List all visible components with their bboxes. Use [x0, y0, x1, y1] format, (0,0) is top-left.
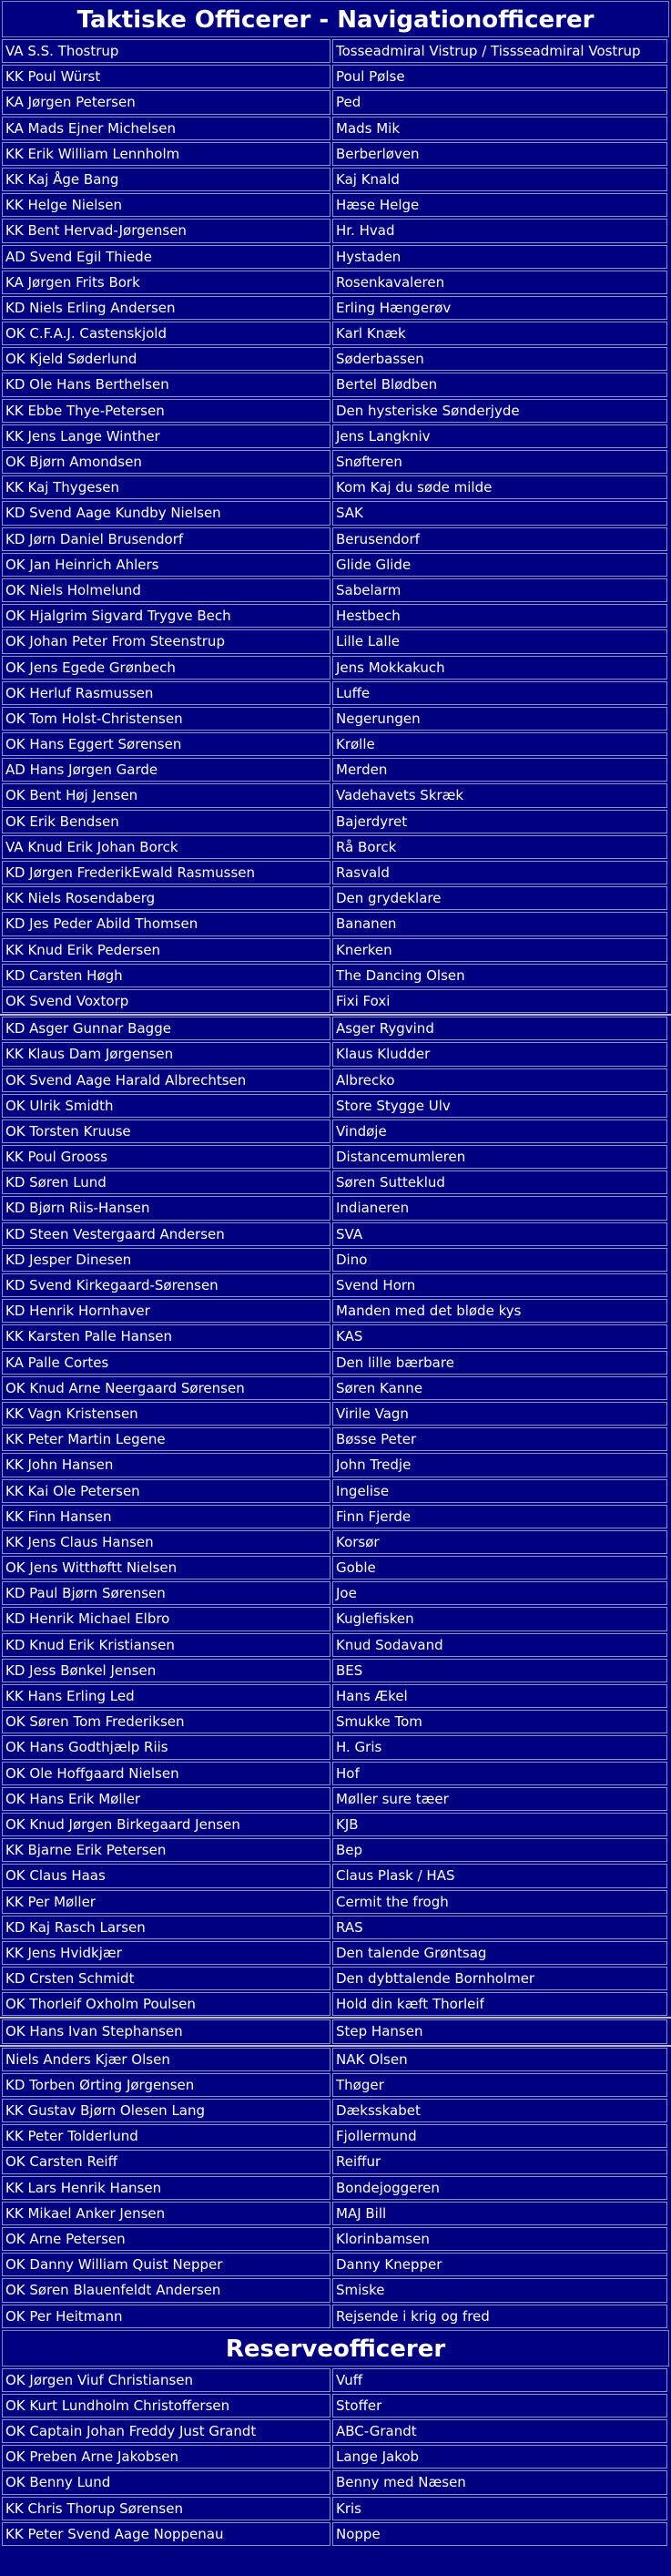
officer-nickname: Bep — [332, 1838, 667, 1862]
table-row — [0, 2123, 671, 2149]
officer-name: KD Knud Erik Kristiansen — [2, 1633, 330, 1657]
officer-nickname: Søderbassen — [332, 347, 667, 371]
table-row — [0, 629, 671, 654]
table-row — [0, 424, 671, 449]
officer-nickname: Svend Horn — [332, 1273, 667, 1297]
officer-nickname: Jens Langkniv — [332, 424, 667, 448]
officer-nickname: Berusendorf — [332, 527, 667, 551]
officer-nickname: Knerken — [332, 938, 667, 962]
officer-name: KD Bjørn Riis-Hansen — [2, 1196, 330, 1220]
officer-name: KD Jørgen FrederikEwald Rasmussen — [2, 861, 330, 884]
officer-nickname: Bøsse Peter — [332, 1427, 667, 1451]
table-row — [0, 2175, 671, 2201]
officer-name: KD Asger Gunnar Bagge — [2, 1017, 330, 1040]
officer-name: OK Hans Godthjælp Riis — [2, 1735, 330, 1759]
officer-name: KD Svend Aage Kundby Nielsen — [2, 501, 330, 525]
officer-name: OK Jan Heinrich Ahlers — [2, 553, 330, 577]
officer-nickname: Kris — [332, 2497, 667, 2520]
reserve-table — [0, 2367, 671, 2547]
table-row — [0, 603, 671, 629]
officer-nickname: Hæse Helge — [332, 193, 667, 217]
officer-nickname: Fjollermund — [332, 2124, 667, 2148]
officer-name: OK Arne Petersen — [2, 2227, 330, 2251]
officer-nickname: Goble — [332, 1556, 667, 1579]
officer-nickname: Hof — [332, 1762, 667, 1785]
officer-nickname: SAK — [332, 501, 667, 525]
officer-nickname: Den grydeklare — [332, 886, 667, 910]
table-section — [0, 2017, 671, 2044]
officer-nickname: Kom Kaj du søde milde — [332, 475, 667, 499]
table-row — [0, 1734, 671, 1760]
table-row — [0, 2418, 671, 2444]
table-row — [0, 655, 671, 680]
officer-name: KK Lars Henrik Hansen — [2, 2176, 330, 2200]
officer-name: OK Benny Lund — [2, 2470, 330, 2494]
officer-nickname: Vadehavets Skræk — [332, 783, 667, 807]
table-row — [0, 2226, 671, 2252]
officer-nickname: Claus Plask / HAS — [332, 1864, 667, 1887]
table-row — [0, 1555, 671, 1580]
table-row — [0, 64, 671, 89]
table-row — [0, 1940, 671, 1966]
table-row — [0, 2444, 671, 2469]
officer-name: KA Jørgen Petersen — [2, 90, 330, 114]
table-row — [0, 89, 671, 115]
officer-name: OK Preben Arne Jakobsen — [2, 2445, 330, 2469]
officer-name: KK Niels Rosendaberg — [2, 886, 330, 910]
officer-nickname: Lange Jakob — [332, 2445, 667, 2469]
officer-name: KA Jørgen Frits Bork — [2, 271, 330, 294]
officer-name: KK Peter Martin Legene — [2, 1427, 330, 1451]
table-row — [0, 1068, 671, 1093]
table-row — [0, 1298, 671, 1324]
table-row — [0, 782, 671, 808]
officer-nickname: Sabelarm — [332, 578, 667, 602]
officer-nickname: Dæksskabet — [332, 2099, 667, 2122]
table-row — [0, 2252, 671, 2277]
table-row — [0, 1016, 671, 1041]
officer-nickname: John Tredje — [332, 1453, 667, 1477]
officer-nickname: The Dancing Olsen — [332, 964, 667, 987]
officer-nickname: Fixi Foxi — [332, 989, 667, 1013]
officer-name: KA Mads Ejner Michelsen — [2, 117, 330, 140]
officer-nickname: Bananen — [332, 912, 667, 935]
officer-name: OK Jens Egede Grønbech — [2, 656, 330, 680]
officer-nickname: Store Stygge Ulv — [332, 1094, 667, 1118]
officer-nickname: Hystaden — [332, 245, 667, 269]
officer-name: OK Erik Bendsen — [2, 810, 330, 833]
officer-nickname: Reiffur — [332, 2150, 667, 2173]
officer-name: KD Kaj Rasch Larsen — [2, 1916, 330, 1939]
officer-name: KK Kaj Åge Bang — [2, 168, 330, 191]
officer-nickname: Thøger — [332, 2073, 667, 2097]
officer-nickname: Rasvald — [332, 861, 667, 884]
officer-name: KK Jens Lange Winther — [2, 424, 330, 448]
officer-name: KD Søren Lund — [2, 1170, 330, 1194]
officer-name: OK Carsten Reiff — [2, 2150, 330, 2173]
officer-nickname: Smukke Tom — [332, 1710, 667, 1733]
officer-nickname: Bajerdyret — [332, 810, 667, 833]
table-row — [0, 1170, 671, 1195]
table-row — [0, 2019, 671, 2044]
officer-name: KK Mikael Anker Jensen — [2, 2202, 330, 2225]
officer-nickname: KJB — [332, 1813, 667, 1836]
officer-name: KK Poul Würst — [2, 65, 330, 88]
officer-table — [0, 38, 671, 2329]
officer-name: AD Svend Egil Thiede — [2, 245, 330, 269]
officer-nickname: Søren Sutteklud — [332, 1170, 667, 1194]
officer-nickname: Den dybttalende Bornholmer — [332, 1967, 667, 1990]
table-row — [0, 1222, 671, 1247]
officer-name: KK Bent Hervad-Jørgensen — [2, 219, 330, 242]
officer-nickname: ABC-Grandt — [332, 2419, 667, 2443]
officer-nickname: Den hysteriske Sønderjyde — [332, 399, 667, 423]
table-row — [0, 526, 671, 552]
officer-nickname: Danny Knepper — [332, 2253, 667, 2276]
officer-nickname: Joe — [332, 1581, 667, 1605]
officer-name: VA S.S. Thostrup — [2, 39, 330, 63]
table-row — [0, 834, 671, 860]
table-row — [0, 578, 671, 603]
table-row — [0, 1606, 671, 1631]
officer-nickname: Mads Mik — [332, 117, 667, 140]
officer-name: KK Kai Ole Petersen — [2, 1479, 330, 1503]
officer-nickname: KAS — [332, 1324, 667, 1348]
officer-name: OK Kurt Lundholm Christoffersen — [2, 2394, 330, 2418]
table-row — [0, 911, 671, 936]
table-row — [0, 1529, 671, 1555]
table-row — [0, 2304, 671, 2329]
officer-name: OK Svend Voxtorp — [2, 989, 330, 1013]
officer-nickname: Stoffer — [332, 2394, 667, 2418]
table-row — [0, 1709, 671, 1734]
officer-name: OK Søren Tom Frederiksen — [2, 1710, 330, 1733]
table-row — [0, 1093, 671, 1119]
officer-name: KK Klaus Dam Jørgensen — [2, 1042, 330, 1066]
officer-name: OK Hjalgrim Sigvard Trygve Bech — [2, 604, 330, 628]
officer-name: OK Herluf Rasmussen — [2, 681, 330, 705]
table-row — [0, 1683, 671, 1709]
table-row — [0, 244, 671, 270]
table-row — [0, 1375, 671, 1401]
officer-name: KK Gustav Bjørn Olesen Lang — [2, 2099, 330, 2122]
officer-nickname: Berberløven — [332, 142, 667, 166]
table-row — [0, 731, 671, 757]
officer-name: KD Carsten Høgh — [2, 964, 330, 987]
table-row — [0, 1658, 671, 1683]
table-row — [0, 1452, 671, 1477]
table-row — [0, 1144, 671, 1170]
officer-nickname: Bertel Blødben — [332, 373, 667, 396]
table-row — [0, 1195, 671, 1221]
officer-name: KK Peter Svend Aage Noppenau — [2, 2522, 330, 2546]
officer-name: KK Peter Tolderlund — [2, 2124, 330, 2148]
table-row — [0, 937, 671, 963]
officer-name: OK Knud Jørgen Birkegaard Jensen — [2, 1813, 330, 1836]
officer-name: OK Thorleif Oxholm Poulsen — [2, 1992, 330, 2016]
table-row — [0, 2367, 671, 2393]
table-section — [0, 1014, 671, 2017]
officer-name: OK Hans Eggert Sørensen — [2, 732, 330, 756]
officer-name: KD Ole Hans Berthelsen — [2, 373, 330, 396]
officer-nickname: Poul Pølse — [332, 65, 667, 88]
officer-name: KD Svend Kirkegaard-Sørensen — [2, 1273, 330, 1297]
officer-nickname: Den talende Grøntsag — [332, 1941, 667, 1965]
officer-name: KK Chris Thorup Sørensen — [2, 2497, 330, 2520]
officer-nickname: Den lille bærbare — [332, 1351, 667, 1375]
officer-name: OK Svend Aage Harald Albrechtsen — [2, 1068, 330, 1092]
table-row — [0, 270, 671, 295]
officer-name: OK Captain Johan Freddy Just Grandt — [2, 2419, 330, 2443]
officer-name: KD Steen Vestergaard Andersen — [2, 1222, 330, 1246]
table-row — [0, 295, 671, 321]
table-row — [0, 38, 671, 64]
officer-name: KD Henrik Hornhaver — [2, 1299, 330, 1323]
table-row — [0, 885, 671, 911]
officer-nickname: SVA — [332, 1222, 667, 1246]
table-row — [0, 2469, 671, 2495]
officer-name: OK C.F.A.J. Castenskjold — [2, 322, 330, 345]
table-row — [0, 372, 671, 397]
table-row — [0, 1761, 671, 1786]
officer-nickname: Distancemumleren — [332, 1145, 667, 1169]
table-row — [0, 1863, 671, 1888]
table-section — [0, 38, 671, 1014]
officer-name: OK Jens Witthøftt Nielsen — [2, 1556, 330, 1579]
officer-name: KD Torben Ørting Jørgensen — [2, 2073, 330, 2097]
officer-name: KK Knud Erik Pedersen — [2, 938, 330, 962]
table-row — [0, 2496, 671, 2521]
officer-nickname: Jens Mokkakuch — [332, 656, 667, 680]
table-row — [0, 757, 671, 782]
table-row — [0, 141, 671, 167]
table-row — [0, 1119, 671, 1144]
officer-name: OK Hans Erik Møller — [2, 1787, 330, 1811]
officer-nickname: Glide Glide — [332, 553, 667, 577]
table-row — [0, 1889, 671, 1915]
officer-nickname: Søren Kanne — [332, 1376, 667, 1400]
table-row — [0, 2521, 671, 2547]
officer-name: OK Per Heitmann — [2, 2305, 330, 2328]
reserve-title: Reserveofficerer — [2, 2330, 669, 2366]
table-row — [0, 1324, 671, 1349]
table-row — [0, 1580, 671, 1606]
table-row — [0, 1837, 671, 1863]
table-row — [0, 1632, 671, 1658]
table-row — [0, 321, 671, 346]
table-row — [0, 449, 671, 475]
officer-name: KK Bjarne Erik Petersen — [2, 1838, 330, 1862]
officer-nickname: Rosenkavaleren — [332, 271, 667, 294]
officer-nickname: Noppe — [332, 2522, 667, 2546]
officer-name: KK Jens Claus Hansen — [2, 1530, 330, 1554]
officer-nickname: Ingelise — [332, 1479, 667, 1503]
officer-name: KK John Hansen — [2, 1453, 330, 1477]
officer-name: KK Poul Grooss — [2, 1145, 330, 1169]
officer-nickname: Finn Fjerde — [332, 1505, 667, 1528]
officer-nickname: Cermit the frogh — [332, 1890, 667, 1914]
officer-nickname: Hans Ækel — [332, 1684, 667, 1708]
table-row — [0, 2072, 671, 2098]
officer-name: OK Ulrik Smidth — [2, 1094, 330, 1118]
officer-nickname: Manden med det bløde kys — [332, 1299, 667, 1323]
table-row — [0, 1966, 671, 1991]
officer-nickname: Karl Knæk — [332, 322, 667, 345]
officer-nickname: Krølle — [332, 732, 667, 756]
officer-nickname: Møller sure tæer — [332, 1787, 667, 1811]
officer-nickname: Merden — [332, 758, 667, 782]
officer-nickname: H. Gris — [332, 1735, 667, 1759]
table-row — [0, 1350, 671, 1375]
table-row — [0, 1041, 671, 1067]
table-row — [0, 2098, 671, 2123]
table-row — [0, 398, 671, 424]
officer-nickname: Hr. Hvad — [332, 219, 667, 242]
table-row — [0, 167, 671, 192]
officer-name: KK Finn Hansen — [2, 1505, 330, 1528]
officer-nickname: Lille Lalle — [332, 629, 667, 653]
table-row — [0, 116, 671, 141]
officer-name: Niels Anders Kjær Olsen — [2, 2048, 330, 2071]
officer-name: KK Vagn Kristensen — [2, 1402, 330, 1426]
table-row — [0, 1504, 671, 1529]
table-row — [0, 1786, 671, 1812]
table-row — [0, 218, 671, 243]
officer-nickname: Rå Borck — [332, 835, 667, 859]
table-row — [0, 2277, 671, 2303]
officer-nickname: NAK Olsen — [332, 2048, 667, 2071]
officer-name: VA Knud Erik Johan Borck — [2, 835, 330, 859]
officer-nickname: Luffe — [332, 681, 667, 705]
officer-name: KK Jens Hvidkjær — [2, 1941, 330, 1965]
officer-nickname: Rejsende i krig og fred — [332, 2305, 667, 2328]
officer-nickname: Hestbech — [332, 604, 667, 628]
officer-nickname: Vuff — [332, 2368, 667, 2392]
officer-name: KD Jes Peder Abild Thomsen — [2, 912, 330, 935]
officer-nickname: Negerungen — [332, 707, 667, 731]
officer-nickname: Benny med Næsen — [332, 2470, 667, 2494]
officer-name: OK Kjeld Søderlund — [2, 347, 330, 371]
table-row — [0, 2047, 671, 2072]
officer-name: KK Hans Erling Led — [2, 1684, 330, 1708]
officer-name: KK Karsten Palle Hansen — [2, 1324, 330, 1348]
table-row — [0, 346, 671, 372]
officer-name: OK Claus Haas — [2, 1864, 330, 1887]
officer-nickname: Step Hansen — [332, 2019, 667, 2043]
officer-nickname: Korsør — [332, 1530, 667, 1554]
officer-name: KD Crsten Schmidt — [2, 1967, 330, 1990]
officer-nickname: Kuglefisken — [332, 1607, 667, 1630]
officer-name: OK Tom Holst-Christensen — [2, 707, 330, 731]
officer-nickname: Albrecko — [332, 1068, 667, 1092]
table-row — [0, 1478, 671, 1504]
table-row — [0, 1247, 671, 1273]
officer-name: OK Torsten Kruuse — [2, 1119, 330, 1143]
officer-nickname: Smiske — [332, 2278, 667, 2302]
table-section — [0, 2045, 671, 2329]
officer-name: OK Jørgen Viuf Christiansen — [2, 2368, 330, 2392]
officer-name: OK Johan Peter From Steenstrup — [2, 629, 330, 653]
officer-nickname: RAS — [332, 1916, 667, 1939]
officer-nickname: Klaus Kludder — [332, 1042, 667, 1066]
officer-nickname: Knud Sodavand — [332, 1633, 667, 1657]
officer-name: KD Niels Erling Andersen — [2, 296, 330, 320]
officer-name: AD Hans Jørgen Garde — [2, 758, 330, 782]
officer-nickname: Vindøje — [332, 1119, 667, 1143]
table-row — [0, 1812, 671, 1837]
table-row — [0, 2149, 671, 2174]
officer-name: OK Bent Høj Jensen — [2, 783, 330, 807]
officer-name: OK Hans Ivan Stephansen — [2, 2019, 330, 2043]
officer-name: OK Niels Holmelund — [2, 578, 330, 602]
page-title: Taktiske Officerer - Navigationofficerer — [2, 1, 669, 37]
table-row — [0, 1426, 671, 1452]
officer-name: KD Jess Bønkel Jensen — [2, 1659, 330, 1682]
officer-name: OK Bjørn Amondsen — [2, 450, 330, 474]
officer-name: KK Helge Nielsen — [2, 193, 330, 217]
officer-nickname: Kaj Knald — [332, 168, 667, 191]
officer-name: KD Henrik Michael Elbro — [2, 1607, 330, 1630]
officer-name: OK Ole Hoffgaard Nielsen — [2, 1762, 330, 1785]
officer-nickname: Erling Hængerøv — [332, 296, 667, 320]
officer-nickname: Snøfteren — [332, 450, 667, 474]
officer-nickname: Tosseadmiral Vistrup / Tissseadmiral Vostrup — [332, 39, 667, 63]
table-row — [0, 988, 671, 1014]
officer-name: KD Jesper Dinesen — [2, 1248, 330, 1272]
officer-name: KK Ebbe Thye-Petersen — [2, 399, 330, 423]
officer-name: KK Erik William Lennholm — [2, 142, 330, 166]
officer-name: KK Per Møller — [2, 1890, 330, 1914]
officer-name: KD Paul Bjørn Sørensen — [2, 1581, 330, 1605]
officer-nickname: MAJ Bill — [332, 2202, 667, 2225]
table-row — [0, 1915, 671, 1940]
officer-nickname: Asger Rygvind — [332, 1017, 667, 1040]
officer-name: OK Søren Blauenfeldt Andersen — [2, 2278, 330, 2302]
officer-name: KA Palle Cortes — [2, 1351, 330, 1375]
table-row — [0, 552, 671, 578]
table-row — [0, 963, 671, 988]
table-row — [0, 500, 671, 526]
table-row — [0, 809, 671, 834]
table-row — [0, 1273, 671, 1298]
officer-name: OK Danny William Quist Nepper — [2, 2253, 330, 2276]
officer-nickname: Klorinbamsen — [332, 2227, 667, 2251]
officer-nickname: Hold din kæft Thorleif — [332, 1992, 667, 2016]
officer-name: KD Jørn Daniel Brusendorf — [2, 527, 330, 551]
table-row — [0, 475, 671, 500]
table-row — [0, 680, 671, 706]
officer-nickname: Dino — [332, 1248, 667, 1272]
officer-name: OK Knud Arne Neergaard Sørensen — [2, 1376, 330, 1400]
officer-nickname: Virile Vagn — [332, 1402, 667, 1426]
officer-nickname: Ped — [332, 90, 667, 114]
officer-nickname: Bondejoggeren — [332, 2176, 667, 2200]
table-row — [0, 706, 671, 731]
table-row — [0, 1991, 671, 2017]
table-row — [0, 192, 671, 218]
table-row — [0, 2393, 671, 2418]
table-row — [0, 2201, 671, 2226]
officer-name: KK Kaj Thygesen — [2, 475, 330, 499]
officer-nickname: BES — [332, 1659, 667, 1682]
officer-nickname: Indianeren — [332, 1196, 667, 1220]
table-row — [0, 1401, 671, 1426]
table-row — [0, 860, 671, 885]
